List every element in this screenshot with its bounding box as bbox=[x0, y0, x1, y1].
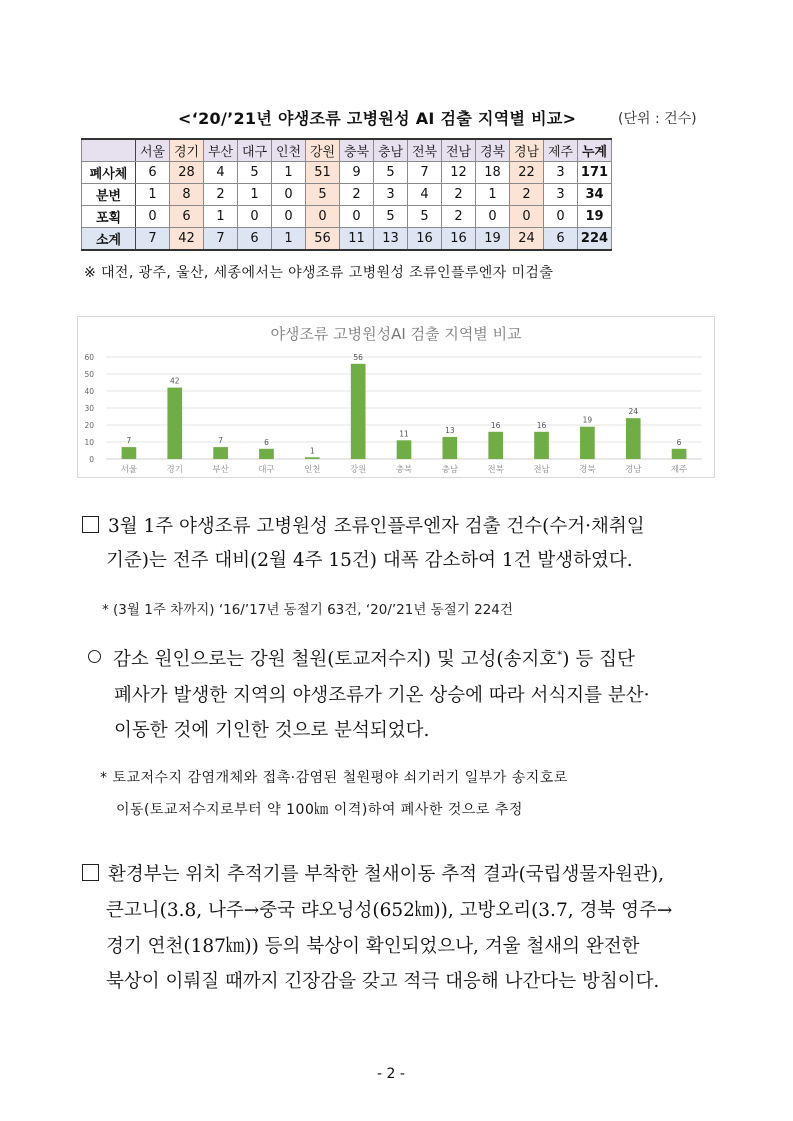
data-label: 19 bbox=[582, 415, 593, 425]
table-cell: 18 bbox=[476, 162, 510, 184]
table-cell: 0 bbox=[306, 206, 340, 228]
data-label: 6 bbox=[676, 437, 682, 447]
table-row bbox=[82, 206, 612, 228]
table-cell: 3 bbox=[374, 184, 408, 206]
total-cell: 224 bbox=[578, 228, 612, 251]
table-cell: 3 bbox=[544, 162, 578, 184]
column-header: 제주 bbox=[544, 139, 578, 162]
column-header: 전남 bbox=[442, 139, 476, 162]
x-tick-label: 경북 bbox=[579, 465, 596, 475]
square-bullet-icon bbox=[82, 516, 99, 533]
table-cell: 1 bbox=[272, 162, 306, 184]
x-tick-label: 전북 bbox=[487, 465, 504, 475]
footnote-marker: * bbox=[557, 649, 563, 661]
data-label: 7 bbox=[218, 436, 224, 446]
data-label: 1 bbox=[309, 446, 315, 456]
x-tick-label: 충북 bbox=[395, 465, 413, 475]
bar bbox=[534, 432, 549, 459]
bar bbox=[443, 437, 458, 459]
table-cell: 2 bbox=[442, 184, 476, 206]
column-header: 인천 bbox=[272, 139, 306, 162]
y-tick-label: 0 bbox=[89, 455, 94, 464]
x-tick-label: 제주 bbox=[670, 465, 688, 475]
table-cell: 42 bbox=[170, 228, 204, 251]
table-unit: (단위 : 건수) bbox=[618, 111, 697, 127]
bar bbox=[626, 418, 641, 459]
bar bbox=[122, 447, 137, 459]
table-cell: 6 bbox=[170, 206, 204, 228]
table-cell: 5 bbox=[238, 162, 272, 184]
table-cell: 1 bbox=[476, 184, 510, 206]
bar bbox=[167, 388, 182, 459]
data-label: 13 bbox=[445, 425, 455, 435]
table-cell: 6 bbox=[136, 162, 170, 184]
table-cell: 2 bbox=[510, 184, 544, 206]
region-detection-table bbox=[81, 138, 612, 251]
paragraph-3-line-1 bbox=[82, 860, 664, 886]
paragraph-1-line-2: 기준)는 전주 대비(2월 4주 15건) 대폭 감소하여 1건 발생하였다. bbox=[106, 550, 633, 571]
table-cell: 5 bbox=[374, 206, 408, 228]
table-cell: 1 bbox=[272, 228, 306, 251]
column-header: 경기 bbox=[170, 139, 204, 162]
table-cell: 3 bbox=[544, 184, 578, 206]
y-tick-label: 60 bbox=[84, 353, 94, 362]
bar bbox=[213, 447, 228, 459]
column-header: 경남 bbox=[510, 139, 544, 162]
row-header: 분변 bbox=[82, 184, 136, 206]
bar bbox=[672, 449, 687, 459]
table-cell: 19 bbox=[476, 228, 510, 251]
table-cell: 7 bbox=[136, 228, 170, 251]
paragraph-1-text-1: 3월 1주 야생조류 고병원성 조류인플루엔자 검출 건수(수거·채취일 bbox=[108, 516, 645, 537]
table-cell: 51 bbox=[306, 162, 340, 184]
table-cell: 4 bbox=[408, 184, 442, 206]
table-cell: 0 bbox=[136, 206, 170, 228]
table-cell: 2 bbox=[340, 184, 374, 206]
data-label: 7 bbox=[126, 436, 132, 446]
data-label: 16 bbox=[536, 420, 547, 430]
paragraph-2-text-1b: ) 등 집단 bbox=[562, 649, 635, 670]
chart-title: 야생조류 고병원성AI 검출 지역별 비교 bbox=[270, 325, 522, 343]
table-cell: 0 bbox=[544, 206, 578, 228]
paragraph-2-note-line-1: * 토교저수지 감염개체와 접촉·감염된 철원평야 쇠기러기 일부가 송지호로 bbox=[100, 770, 568, 786]
table-cell: 0 bbox=[476, 206, 510, 228]
table-cell: 2 bbox=[442, 206, 476, 228]
total-cell: 34 bbox=[578, 184, 612, 206]
table-cell: 56 bbox=[306, 228, 340, 251]
paragraph-3-line-4: 북상이 이뤄질 때까지 긴장감을 갖고 적극 대응해 나간다는 방침이다. bbox=[106, 971, 660, 992]
total-cell: 171 bbox=[578, 162, 612, 184]
table-note: ※ 대전, 광주, 울산, 세종에서는 야생조류 고병원성 조류인플루엔자 미검출 bbox=[84, 265, 554, 281]
table-cell: 1 bbox=[238, 184, 272, 206]
bar bbox=[397, 440, 412, 459]
table-cell: 22 bbox=[510, 162, 544, 184]
column-header: 대구 bbox=[238, 139, 272, 162]
total-cell: 19 bbox=[578, 206, 612, 228]
x-tick-label: 인천 bbox=[304, 465, 321, 475]
data-label: 42 bbox=[169, 376, 180, 386]
column-header: 강원 bbox=[306, 139, 340, 162]
table-cell: 6 bbox=[238, 228, 272, 251]
bar bbox=[305, 457, 320, 459]
table-cell: 0 bbox=[238, 206, 272, 228]
table-cell: 16 bbox=[408, 228, 442, 251]
column-header: 충북 bbox=[340, 139, 374, 162]
table-cell: 16 bbox=[442, 228, 476, 251]
row-header: 소계 bbox=[82, 228, 136, 251]
table-cell: 8 bbox=[170, 184, 204, 206]
table-cell: 7 bbox=[204, 228, 238, 251]
table-cell: 5 bbox=[408, 206, 442, 228]
x-tick-label: 대구 bbox=[258, 465, 275, 475]
paragraph-2-line-2: 폐사가 발생한 지역의 야생조류가 기온 상승에 따라 서식지를 분산· bbox=[114, 685, 650, 706]
page-number: - 2 - bbox=[377, 1066, 405, 1082]
paragraph-3-line-3: 경기 연천(187㎞)) 등의 북상이 확인되었으나, 겨울 철새의 완전한 bbox=[106, 936, 640, 957]
table-corner-cell bbox=[82, 139, 136, 162]
data-label: 11 bbox=[399, 429, 409, 439]
paragraph-3-line-2: 큰고니(3.8, 나주→중국 랴오닝성(652㎞)), 고방오리(3.7, 경북 영주→ bbox=[106, 900, 673, 921]
row-header: 포획 bbox=[82, 206, 136, 228]
bar bbox=[351, 364, 366, 459]
data-label: 56 bbox=[353, 352, 363, 362]
table-cell: 1 bbox=[204, 206, 238, 228]
y-tick-label: 10 bbox=[84, 438, 94, 447]
table-header-row bbox=[82, 139, 612, 162]
y-tick-label: 50 bbox=[84, 370, 94, 379]
table-cell: 13 bbox=[374, 228, 408, 251]
circle-bullet-icon bbox=[88, 650, 101, 663]
y-tick-label: 20 bbox=[84, 421, 94, 430]
bar bbox=[259, 449, 274, 459]
data-label: 24 bbox=[628, 407, 639, 417]
paragraph-2-note-line-2: 이동(토교저수지로부터 약 100㎞ 이격)하여 폐사한 것으로 추정 bbox=[116, 802, 523, 818]
bar-chart-svg bbox=[78, 317, 714, 477]
x-tick-label: 부산 bbox=[212, 465, 229, 475]
table-cell: 11 bbox=[340, 228, 374, 251]
paragraph-2-text-1a: 감소 원인으로는 강원 철원(토교저수지) 및 고성(송지호 bbox=[113, 649, 558, 670]
table-cell: 5 bbox=[306, 184, 340, 206]
table-cell: 0 bbox=[272, 206, 306, 228]
column-header: 서울 bbox=[136, 139, 170, 162]
table-cell: 28 bbox=[170, 162, 204, 184]
paragraph-3-text-1: 환경부는 위치 추적기를 부착한 철새이동 추적 결과(국립생물자원관), bbox=[108, 864, 664, 885]
x-tick-label: 충남 bbox=[441, 465, 459, 475]
x-tick-label: 강원 bbox=[349, 465, 367, 475]
table-cell: 24 bbox=[510, 228, 544, 251]
bar bbox=[488, 432, 503, 459]
column-header: 누계 bbox=[578, 139, 612, 162]
bar bbox=[580, 427, 595, 459]
table-cell: 6 bbox=[544, 228, 578, 251]
x-tick-label: 경남 bbox=[625, 465, 642, 475]
paragraph-2-line-1 bbox=[88, 645, 635, 671]
table-cell: 7 bbox=[408, 162, 442, 184]
y-tick-label: 40 bbox=[84, 387, 94, 396]
x-tick-label: 경기 bbox=[166, 465, 183, 475]
square-bullet-icon bbox=[82, 864, 99, 881]
table-cell: 1 bbox=[136, 184, 170, 206]
table-cell: 12 bbox=[442, 162, 476, 184]
x-tick-label: 서울 bbox=[120, 465, 138, 475]
paragraph-2-line-3: 이동한 것에 기인한 것으로 분석되었다. bbox=[114, 720, 430, 741]
table-cell: 2 bbox=[204, 184, 238, 206]
table-title: <‘20/’21년 야생조류 고병원성 AI 검출 지역별 비교> bbox=[178, 109, 577, 128]
table-cell: 4 bbox=[204, 162, 238, 184]
table-cell: 0 bbox=[272, 184, 306, 206]
table-row bbox=[82, 184, 612, 206]
x-tick-label: 전남 bbox=[533, 465, 550, 475]
table-subtotal-row bbox=[82, 228, 612, 251]
row-header: 폐사체 bbox=[82, 162, 136, 184]
data-label: 16 bbox=[490, 420, 501, 430]
column-header: 충남 bbox=[374, 139, 408, 162]
paragraph-1-note: * (3월 1주 차까지) ‘16/’17년 동절기 63건, ‘20/’21년 동절기 224건 bbox=[102, 602, 513, 618]
bar-chart bbox=[77, 316, 715, 478]
table-cell: 5 bbox=[374, 162, 408, 184]
column-header: 부산 bbox=[204, 139, 238, 162]
paragraph-1-line-1 bbox=[82, 512, 645, 538]
column-header: 전북 bbox=[408, 139, 442, 162]
table-cell: 0 bbox=[340, 206, 374, 228]
column-header: 경북 bbox=[476, 139, 510, 162]
y-tick-label: 30 bbox=[84, 404, 94, 413]
table-cell: 9 bbox=[340, 162, 374, 184]
data-label: 6 bbox=[264, 437, 269, 447]
table-cell: 0 bbox=[510, 206, 544, 228]
table-row bbox=[82, 162, 612, 184]
